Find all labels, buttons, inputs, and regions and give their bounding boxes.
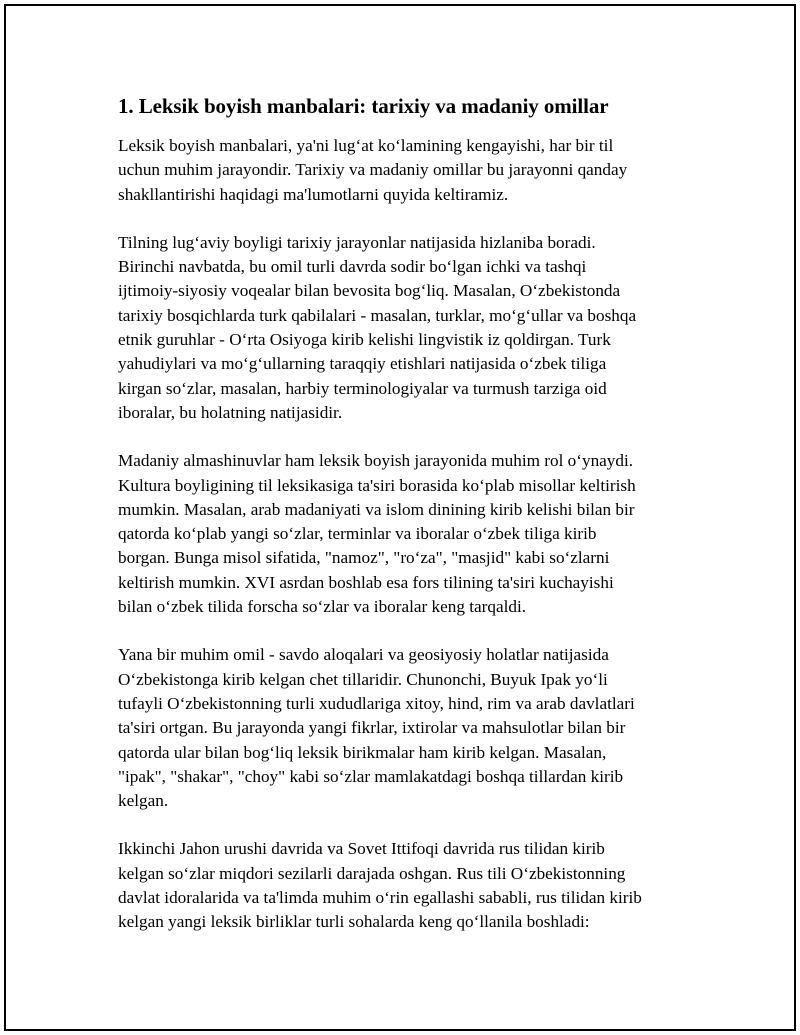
paragraph-historical-factors	[118, 231, 698, 425]
text-line: qatorda ular bilan bog‘liq leksik birikmalar ham kirib kelgan. Masalan,	[118, 742, 607, 762]
text-line: tufayli O‘zbekistonning turli xududlariga xitoy, hind, rim va arab davlatlari	[118, 693, 635, 713]
text-line: "ipak", "shakar", "choy" kabi so‘zlar mamlakatdagi boshqa tillardan kirib	[118, 766, 624, 786]
text-line: borgan. Bunga misol sifatida, "namoz", "ro‘za", "masjid" kabi so‘zlarni	[118, 548, 610, 568]
paragraph-trade-relations	[118, 643, 698, 813]
text-line: Madaniy almashinuvlar ham leksik boyish jarayonida muhim rol o‘ynaydi.	[118, 451, 634, 471]
text-line: iboralar, bu holatning natijasidir.	[118, 402, 343, 422]
document-body	[118, 92, 698, 959]
text-line: O‘zbekistonga kirib kelgan chet tillaridir. Chunonchi, Buyuk Ipak yo‘li	[118, 669, 608, 689]
text-line: kirgan so‘zlar, masalan, harbiy terminologiyalar va turmush tarziga oid	[118, 378, 607, 398]
text-line: ta'siri ortgan. Bu jarayonda yangi fikrlar, ixtirolar va mahsulotlar bilan bir	[118, 718, 626, 738]
text-line: Leksik boyish manbalari, ya'ni lug‘at ko‘lamining kengayishi, har bir til	[118, 136, 614, 155]
text-line: etnik guruhlar - O‘rta Osiyoga kirib kelishi lingvistik iz qoldirgan. Turk	[118, 330, 611, 350]
text-line: Ikkinchi Jahon urushi davrida va Sovet Ittifoqi davrida rus tilidan kirib	[118, 839, 605, 859]
text-line: qatorda ko‘plab yangi so‘zlar, terminlar va iboralar o‘zbek tiliga kirib	[118, 524, 597, 544]
section-title: 1. Leksik boyish manbalari: tarixiy va madaniy omillar	[118, 94, 609, 118]
text-line: davlat idoralarida va ta'limda muhim o‘rin egallashi sababli, rus tilidan kirib	[118, 888, 642, 908]
text-line: kelgan so‘zlar miqdori sezilarli darajada oshgan. Rus tili O‘zbekistonning	[118, 863, 626, 883]
text-line: uchun muhim jarayondir. Tarixiy va madaniy omillar bu jarayonni qanday	[118, 160, 628, 180]
text-line: Birinchi navbatda, bu omil turli davrda sodir bo‘lgan ichki va tashqi	[118, 257, 587, 277]
text-line: bilan o‘zbek tilida forscha so‘zlar va iboralar keng tarqaldi.	[118, 597, 527, 617]
paragraph-cultural-exchange	[118, 449, 698, 619]
paragraph-russian-influence	[118, 837, 698, 934]
text-line: shakllantirishi haqidagi ma'lumotlarni quyida keltiramiz.	[118, 184, 509, 204]
text-line: mumkin. Masalan, arab madaniyati va islom dinining kirib kelishi bilan bir	[118, 499, 635, 519]
text-line: kelgan.	[118, 791, 169, 811]
text-line: Tilning lug‘aviy boyligi tarixiy jarayonlar natijasida hizlaniba boradi.	[118, 232, 596, 252]
text-line: Kultura boyligining til leksikasiga ta'siri borasida ko‘plab misollar keltirish	[118, 475, 636, 495]
text-line: kelgan yangi leksik birliklar turli sohalarda keng qo‘llanila boshladi:	[118, 912, 590, 932]
text-line: tarixiy bosqichlarda turk qabilalari - masalan, turklar, mo‘g‘ullar va boshqa	[118, 305, 637, 325]
text-line: keltirish mumkin. XVI asrdan boshlab esa fors tilining ta'siri kuchayishi	[118, 572, 614, 592]
text-line: ijtimoiy-siyosiy voqealar bilan bevosita bog‘liq. Masalan, O‘zbekistonda	[118, 281, 621, 301]
text-line: Yana bir muhim omil - savdo aloqalari va geosiyosiy holatlar natijasida	[118, 645, 609, 665]
text-line: yahudiylari va mo‘g‘ullarning taraqqiy etishlari natijasida o‘zbek tiliga	[118, 354, 607, 374]
paragraph-intro	[118, 134, 698, 207]
